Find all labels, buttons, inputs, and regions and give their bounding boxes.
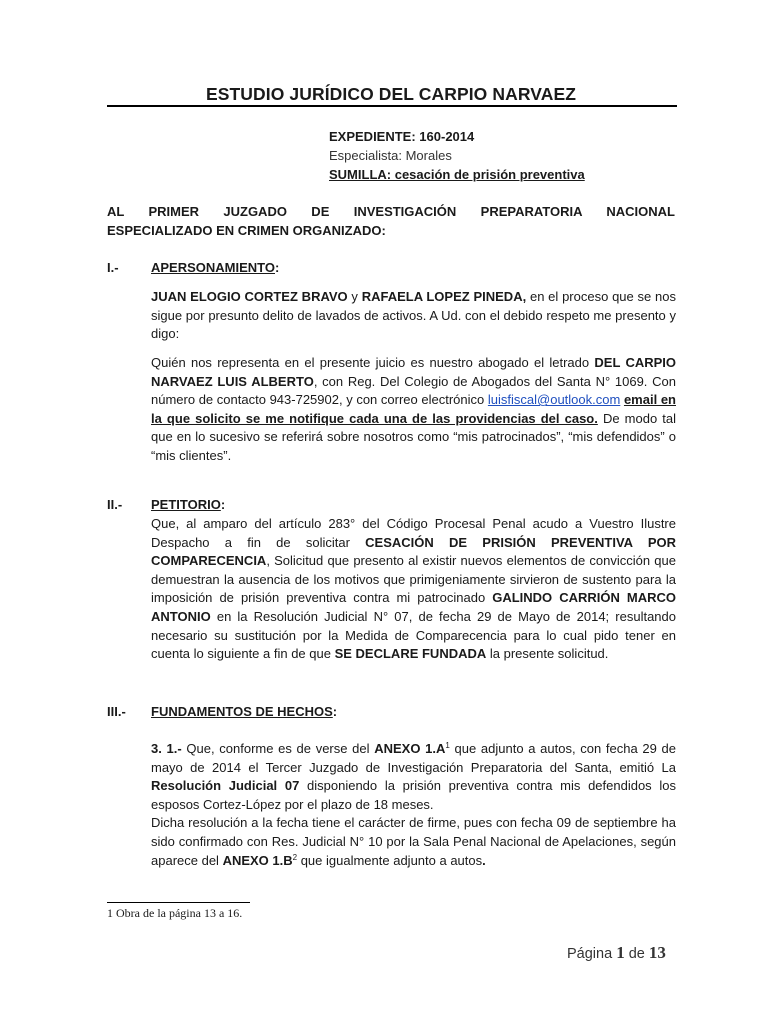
client-name-2: RAFAELA LOPEZ PINEDA, (361, 289, 527, 304)
addressee-line-2: ESPECIALIZADO EN CRIMEN ORGANIZADO: (107, 223, 386, 238)
resolution-07: Resolución Judicial 07 (151, 778, 300, 794)
page-number: Página 1 de 13 (567, 943, 666, 962)
section-heading-2: PETITORIO: (151, 497, 226, 512)
document-title: ESTUDIO JURÍDICO DEL CARPIO NARVAEZ (205, 84, 577, 104)
especialista-line: Especialista: Morales (329, 148, 452, 163)
defendant-name: GALINDO CARRIÓN MARCO ANTONIO (151, 590, 677, 624)
request-title: CESACIÓN DE PRISIÓN PREVENTIVA POR COMPARECENCIA (151, 534, 676, 569)
apersonamiento-paragraph: JUAN ELOGIO CORTEZ BRAVO y RAFAELA LOPEZ PINEDA, en el proceso que se nos sigue por presunto delito de lavados de activos. A Ud. con el debido respeto me presento y digo: (151, 289, 676, 342)
section-number-1: I.- (107, 260, 119, 275)
footnote: 1 Obra de la página 13 a 16. (107, 906, 243, 920)
annex-1b: ANEXO 1.B (222, 852, 293, 868)
fundamentos-paragraph (151, 740, 676, 870)
expediente-line: EXPEDIENTE: 160-2014 (329, 129, 475, 144)
section-number-3: III.- (107, 704, 126, 719)
addressee-line-1: AL PRIMER JUZGADO DE INVESTIGACIÓN PREPARATORIA NACIONAL (107, 204, 675, 219)
lawyer-paragraph: Quién nos representa en el presente juicio es nuestro abogado el letrado DEL CARPIO NARVAEZ LUIS ALBERTO, con Reg. Del Colegio de Abogados del Santa N° 1069. Con número de contacto 943-725902, y con correo electrónico luisfiscal@outlook.com email en la que solicito se me notifique cada una de las providencias del caso. De modo tal que en lo sucesivo se referirá sobre nosotros como “mis patrocinados”, “mis defendidos” o “mis clientes”. (151, 355, 676, 463)
annex-1a: ANEXO 1.A (374, 741, 446, 756)
footnote-ref-1: 1 (445, 741, 450, 750)
sumilla-line: SUMILLA: cesación de prisión preventiva (329, 167, 585, 182)
fact-3-1-continued: Dicha resolución a la fecha tiene el carácter de firme, pues con fecha 09 de septiembre ha sido confirmado con Res. Judicial N° 10 por la Sala Penal Nacional de Apelaciones, según aparece del ANEXO $1.B^2$ que igualmente adjunto a autos. (151, 815, 676, 868)
fact-3-1: 3. 1.- Que, conforme es de verse del ANEXO $1.A^1$ que adjunto a autos, con fecha 29 de mayo de 2014 el Tercer Juzgado de Investigación Preparatoria del Santa, emitió La Resolución Judicial 07 disponiendo la prisión preventiva contra mis defendidos los esposos Cortez-López por el plazo de 18 meses. (151, 741, 677, 812)
email-link[interactable]: luisfiscal@outlook.com (487, 392, 621, 408)
lawyer-name: DEL CARPIO NARVAEZ LUIS ALBERTO (151, 355, 676, 389)
petitorio-paragraph: Que, al amparo del artículo 283° del Código Procesal Penal acudo a Vuestro Ilustre Despacho a fin de solicitar CESACIÓN DE PRISIÓN PREVENTIVA POR COMPARECENCIA, Solicitud que presento al existir nuevos elementos de convicción que demuestran la ausencia de los motivos que primigeniamente sirvieron de sustento para la imposición de prisión preventiva contra mi patrocinado GALINDO CARRIÓN MARCO ANTONIO en la Resolución Judicial N° 07, de fecha 29 de Mayo de 2014; resultando necesario su sustitución por la Medida de Comparecencia para lo cual pido tener en cuenta lo siguiente a fin de que SE DECLARE FUNDADA la presente solicitud. (151, 516, 677, 662)
declare-founded: SE DECLARE FUNDADA (334, 646, 487, 662)
footnote-separator (107, 902, 250, 903)
client-name-1: JUAN ELOGIO CORTEZ BRAVO (151, 289, 348, 304)
section-number-2: II.- (107, 497, 123, 512)
total-pages: 13 (648, 943, 666, 962)
section-heading-1: APERSONAMIENTO: (151, 260, 280, 275)
footnote-ref-2: 2 (292, 852, 298, 862)
notification-request: email en la que solicito se me notifique cada una de las providencias del caso. (151, 392, 676, 426)
section-heading-3: FUNDAMENTOS DE HECHOS: (151, 704, 338, 719)
current-page: 1 (616, 943, 625, 962)
title-underline (107, 105, 677, 107)
